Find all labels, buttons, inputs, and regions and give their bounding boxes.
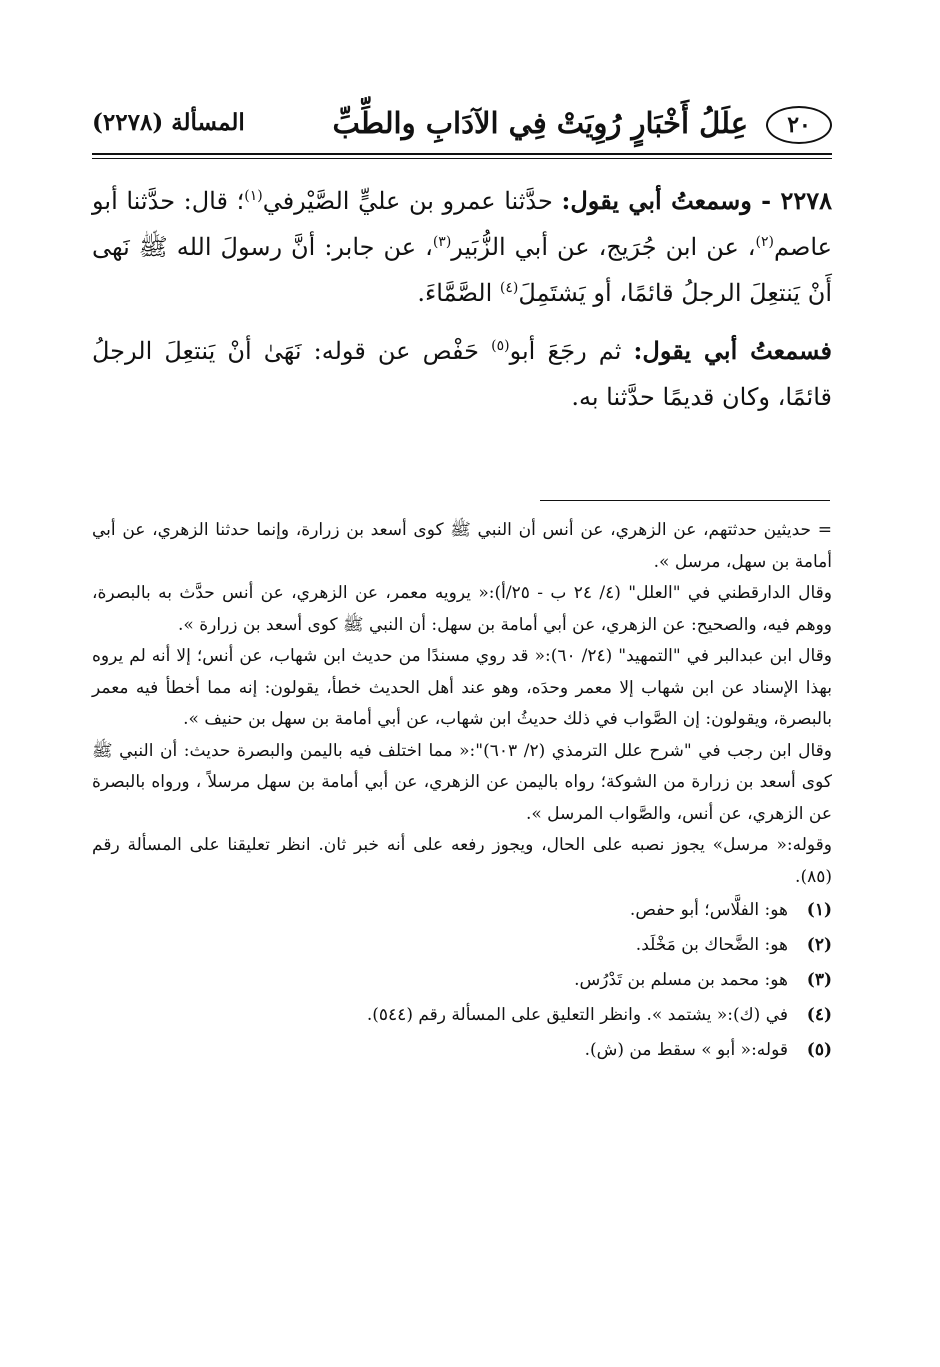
page-number: ٢٠ [766, 106, 832, 144]
footnote-ref[interactable]: (٣) [432, 234, 452, 250]
paragraph-2 [92, 328, 832, 420]
footnote-text: قوله:« أبو » سقط من (ش). [584, 1040, 788, 1060]
footnote-item [92, 998, 832, 1033]
text-run: ، عن جابر: أنَّ رسولَ الله ﷺ نَهى أَنْ يَنتعِلَ الرجلُ قائمًا، أو يَشتَمِلَ [92, 233, 832, 307]
footnote-list [92, 893, 832, 1068]
footnote-item [92, 1033, 832, 1068]
text-run: ؛ قال: حدَّثنا أبو عاصم [92, 187, 832, 261]
footnote-text: هو: الفلَّاس؛ أبو حفص. [629, 900, 788, 920]
issue-label: المسألة (٢٢٧٨) [92, 109, 245, 136]
header-rule [92, 153, 832, 155]
footnote-ref[interactable]: (٤) [499, 280, 519, 296]
footnote-ref[interactable]: (٢) [755, 234, 774, 250]
note-grammar: وقوله:« مرسل» يجوز نصبه على الحال، ويجوز رفعه على أنه خبر ثان. انظر تعليقنا على المسألة رقم (٨٥). [92, 835, 832, 887]
paragraph-lead: ٢٢٧٨ - وسمعتُ أبي يقول: [561, 186, 833, 215]
footnote-item [92, 963, 832, 998]
paragraph-lead: فسمعتُ أبي يقول: [633, 336, 833, 365]
footnote-number: (١) [806, 900, 832, 920]
footnote-number: (٣) [806, 970, 832, 990]
note-daraqutni: وقال الدارقطني في "العلل" (٤/ ٢٤ ب - ٢٥/أ):« يرويه معمر، عن الزهري، عن أنس حدَّث به بالبصرة، ووهم فيه، والصحيح: عن الزهري، عن أبي أمامة بن سهل: أن النبي ﷺ كوى أسعد بن زرارة ». [92, 583, 832, 635]
note-ibn-abdilbarr: وقال ابن عبدالبر في "التمهيد" (٢٤/ ٦٠):« قد روي مسندًا من حديث ابن شهاب، عن أنس؛ إلا أنه لم يروه بهذا الإسناد عن ابن شهاب إلا معمر وحدَه، وهو عند أهل الحديث خطأ، يقولون: إنه مما أخطأ فيه معمر بالبصرة، ويقولون: إن الصَّواب في ذلك حديثُ ابن شهاب، عن أبي أمامة بن سهل بن حنيف ». [92, 646, 832, 729]
footnote-number: (٥) [806, 1040, 832, 1060]
main-text [92, 178, 832, 420]
note-continuation: = حديثين حدثتهم، عن الزهري، عن أنس أن النبي ﷺ كوى أسعد بن زرارة، وإنما حدثنا الزهري، عن أبي أمامة بن سهل، مرسل ». [92, 520, 832, 572]
footnote-ref[interactable]: (١) [244, 188, 263, 204]
footnotes-section [92, 515, 832, 1068]
footnote-separator [540, 500, 830, 501]
footnote-text: هو: محمد بن مسلم بن تَدْرُس. [574, 970, 788, 990]
text-run: حدَّثنا عمرو بن عليٍّ الصَّيْرفي [262, 187, 562, 215]
footnote-number: (٢) [806, 935, 832, 955]
page-header [92, 100, 832, 152]
text-run: حَفْص عن قوله: نَهَىٰ أنْ يَنتعِلَ الرجلُ قائمًا، وكان قديمًا حدَّثنا به. [92, 337, 832, 411]
note-ibn-rajab: وقال ابن رجب في "شرح علل الترمذي (٢/ ٦٠٣)":« مما اختلف فيه باليمن والبصرة حديث: أن النبي ﷺ كوى أسعد بن زرارة من الشوكة؛ رواه باليمن عن الزهري، عن أبي أمامة بن سهل مرسلاً ، ورواه بالبصرة عن الزهري، عن أنس، والصَّواب المرسل ». [92, 740, 832, 824]
header-rule-thin [92, 158, 832, 159]
text-run: الصَّمَّاءَ. [417, 279, 500, 307]
footnote-text: في (ك):« يشتمد ». وانظر التعليق على المسألة رقم (٥٤٤). [366, 1005, 788, 1025]
text-run: ، عن ابن جُرَيج، عن أبي الزُّبَير [451, 233, 756, 261]
footnote-ref[interactable]: (٥) [491, 338, 510, 354]
footnote-item [92, 893, 832, 928]
footnote-text: هو: الضَّحاك بن مَخْلَد. [635, 935, 788, 955]
text-run: ثم رجَعَ أبو [509, 337, 634, 365]
book-title: عِلَلُ أَخْبَارٍ رُوِيَتْ فِي الآدَابِ والطِّبِّ [332, 106, 748, 140]
footnote-number: (٤) [806, 1005, 832, 1025]
paragraph-1 [92, 178, 832, 316]
footnote-item [92, 928, 832, 963]
